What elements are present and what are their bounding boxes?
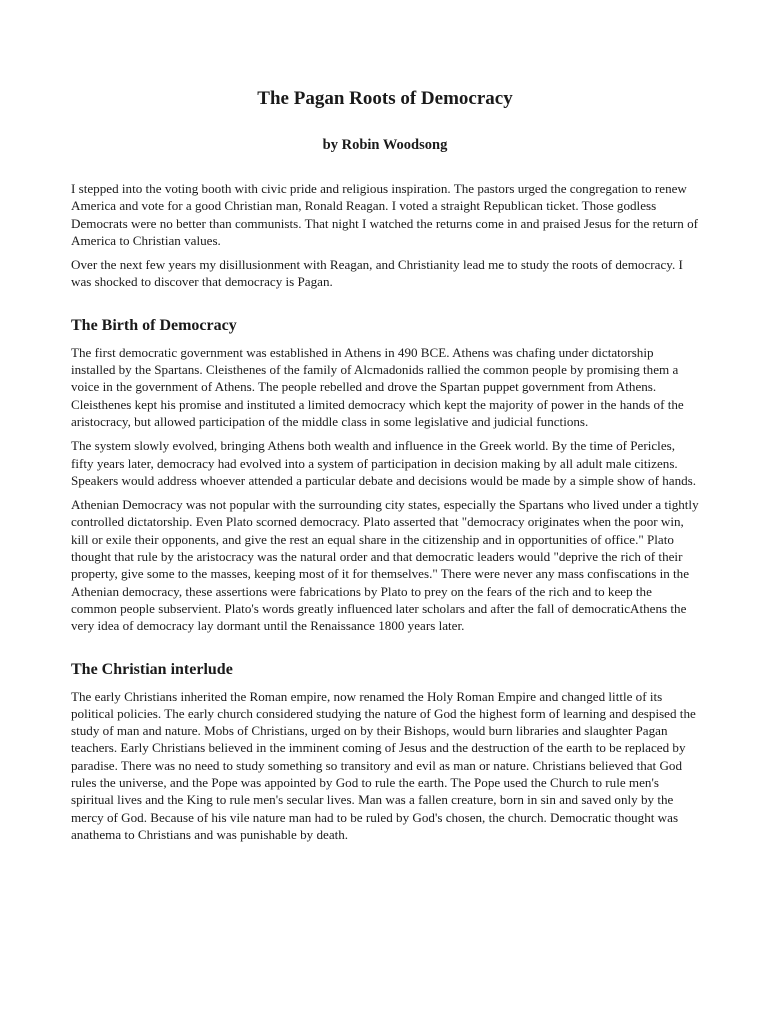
body-paragraph: The first democratic government was established in Athens in 490 BCE. Athens was chafing under dictatorship installed by the Spartans. Cleisthenes of the family of Alcmadonids rallied the common people by promising them a voice in the government of Athens. The people rebelled and drove the Spartan puppet government from Athens. Cleisthenes kept his promise and instituted a limited democracy which kept the majority of power in the hands of the aristocracy, but allowed participation of the middle class in some legislative and judicial functions. bbox=[71, 344, 684, 429]
body-paragraph: Athenian Democracy was not popular with the surrounding city states, especially the Spartans who lived under a tightly controlled dictatorship. Even Plato scorned democracy. Plato asserted that "democracy originates when the poor win, kill or exile their opponents, and give the rest an equal share in the citizenship and in opportunities of office." Plato thought that rule by the aristocracy was the natural order and that democratic leaders would "deprive the rich of their property, give some to the masses, keeping most of it for themselves." There were never any mass confiscations in the Athenian democracy, these assertions were fabrications by Plato to prey on the fears of the rich and to keep the common people subservient. Plato's words greatly influenced later scholars and after the fall of democraticAthens the very idea of democracy lay dormant until the Renaissance 1800 years later. bbox=[71, 497, 699, 634]
intro-paragraph: I stepped into the voting booth with civic pride and religious inspiration. The pastors urged the congregation to renew America and vote for a good Christian man, Ronald Reagan. I voted a straight Republican ticket. Those godless Democrats were no better than communists. That night I watched the returns come in and praised Jesus for the return of America to Christian values. bbox=[71, 181, 698, 248]
intro-section bbox=[71, 180, 699, 291]
document-title: The Pagan Roots of Democracy bbox=[257, 88, 513, 109]
body-paragraph: The early Christians inherited the Roman empire, now renamed the Holy Roman Empire and changed little of its political policies. The early church considered studying the nature of God the highest form of learning and despised the study of man and nature. Mobs of Christians, urged on by their Bishops, would burn libraries and slaughter Pagan teachers. Early Christians believed in the imminent coming of Jesus and the destruction of the earth to be replaced by paradise. There was no need to study something so transitory and evil as man or nature. Christians believed that God rules the universe, and the Pope was appointed by God to rule the earth. The Pope used the Church to rule men's spiritual lives and the King to rule men's secular lives. Man was a fallen creature, born in sin and saved only by the mercy of God. Because of his vile nature man had to be ruled by God's chosen, the church. Democratic thought was anathema to Christians and was punishable by death. bbox=[71, 688, 696, 842]
section-christian-interlude bbox=[71, 659, 699, 844]
section-heading: The Birth of Democracy bbox=[71, 316, 237, 334]
intro-paragraph: Over the next few years my disillusionment with Reagan, and Christianity lead me to study the roots of democracy. I was shocked to discover that democracy is Pagan. bbox=[71, 257, 683, 290]
section-heading: The Christian interlude bbox=[71, 660, 233, 678]
author-byline: by Robin Woodsong bbox=[322, 137, 448, 153]
section-birth-of-democracy bbox=[71, 315, 699, 635]
document-page bbox=[71, 86, 699, 850]
body-paragraph: The system slowly evolved, bringing Athens both wealth and influence in the Greek world. By the time of Pericles, fifty years later, democracy had evolved into a system of participation in decision making by all adult male citizens. Speakers would address whoever attended a particular debate and decisions would be made by a simple show of hands. bbox=[71, 438, 697, 488]
